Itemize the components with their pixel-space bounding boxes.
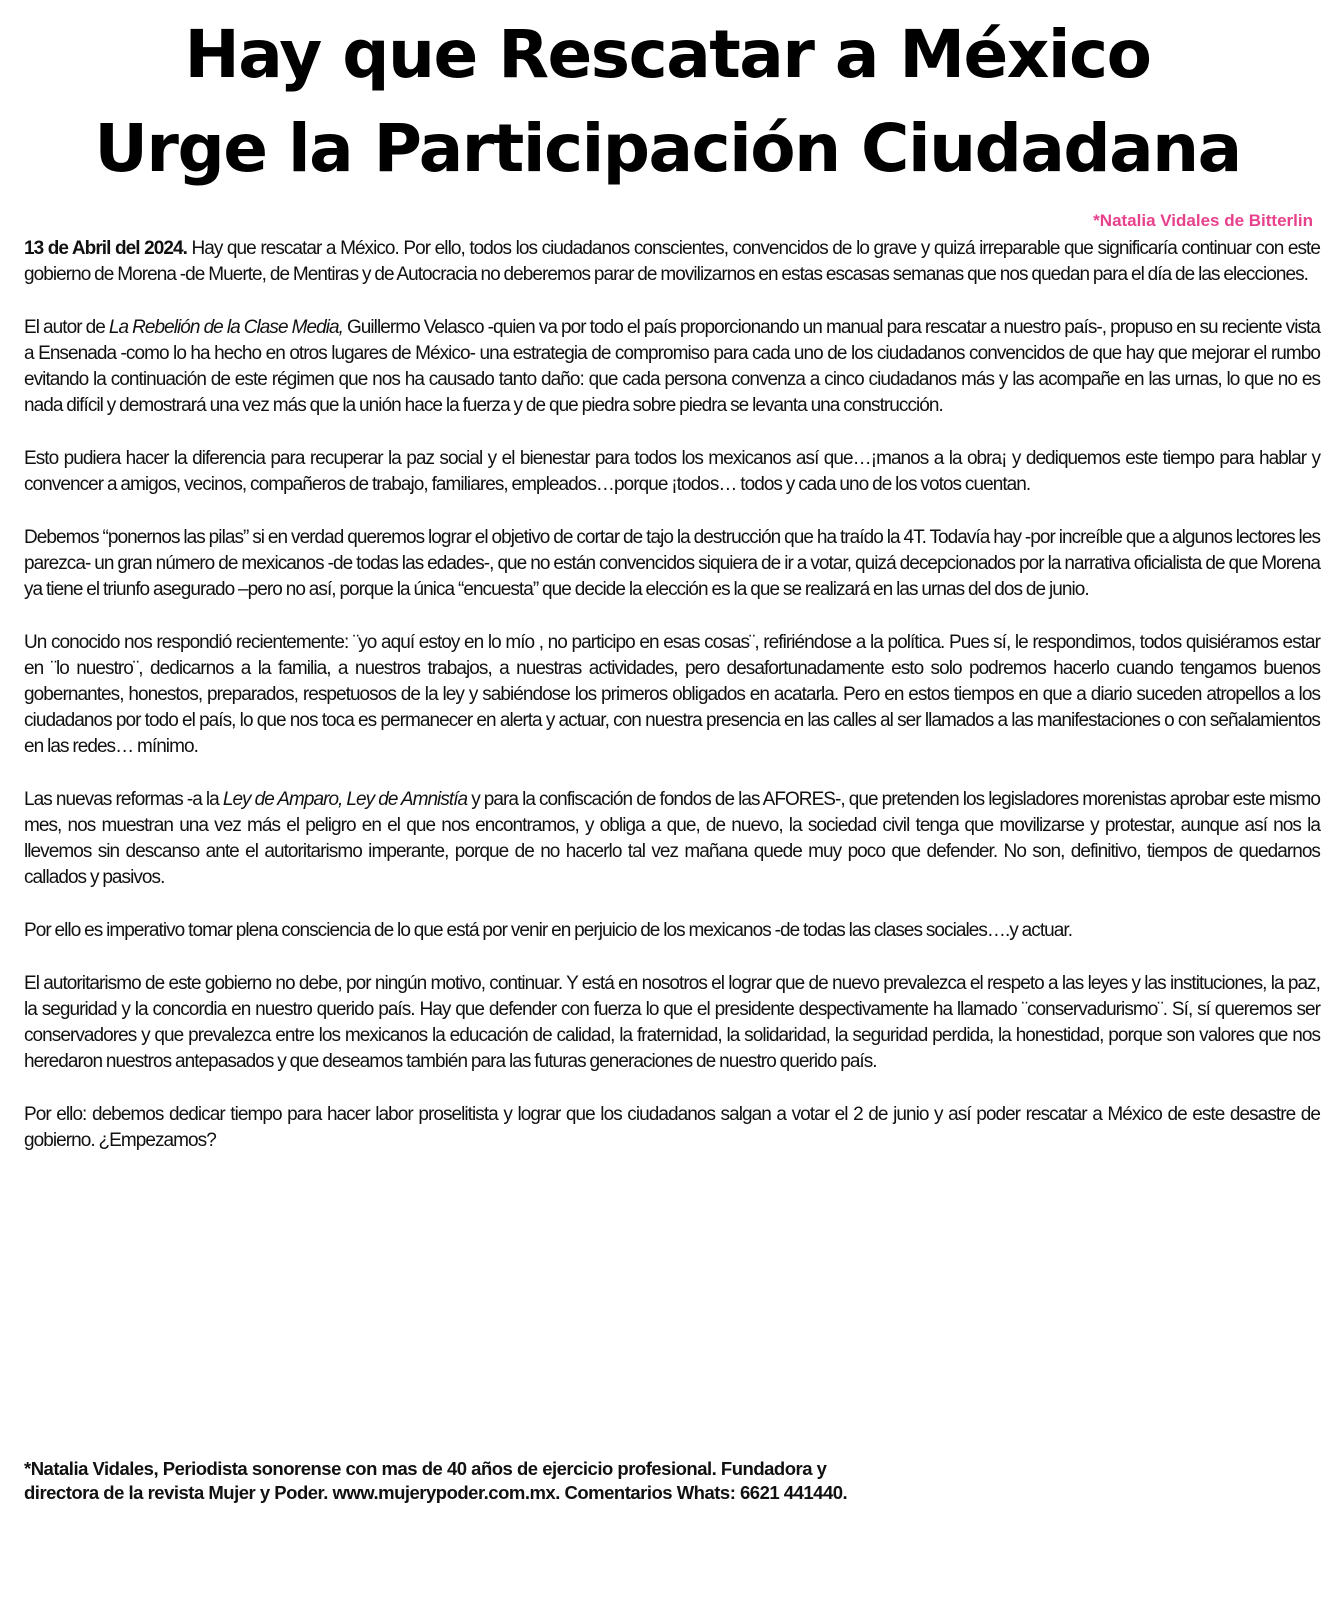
paragraph-2 bbox=[24, 315, 1320, 419]
dateline: 13 de Abril del 2024. bbox=[24, 238, 187, 259]
paragraph-7: Por ello es imperativo tomar plena consciencia de lo que está por venir en perjuicio de los mexicanos -de todas las clases sociales….y actuar. bbox=[24, 920, 1073, 941]
headline-line-2: Urge la Participación Ciudadana bbox=[94, 110, 1241, 187]
paragraph-3: Esto pudiera hacer la diferencia para recuperar la paz social y el bienestar para todos los mexicanos así que…¡manos a la obra¡ y dediquemos este tiempo para hablar y convencer a amigos, vecinos, compañeros de trabajo, familiares, empleados…porque ¡todos… todos y cada uno de los votos cuentan. bbox=[24, 448, 1320, 495]
paragraph-8: El autoritarismo de este gobierno no debe, por ningún motivo, continuar. Y está en nosotros el lograr que de nuevo prevalezca el respeto a las leyes y las instituciones, la paz, la seguridad y la concordia en nuestro querido país. Hay que defender con fuerza lo que el presidente despectivamente ha llamado ¨conservadurismo¨. Sí, sí queremos ser conservadores y que prevalezca entre los mexicanos la educación de calidad, la fraternidad, la solidaridad, la seguridad perdida, la honestidad, porque son valores que nos heredaron nuestros antepasados y que deseamos también para las futuras generaciones de nuestro querido país. bbox=[24, 973, 1320, 1072]
author-byline: *Natalia Vidales de Bitterlin bbox=[1093, 211, 1313, 230]
author-bio-line-2: directora de la revista Mujer y Poder. www.mujerypoder.com.mx. Comentarios Whats: 6621 441440. bbox=[24, 1482, 848, 1503]
paragraph-4: Debemos “ponernos las pilas” si en verdad queremos lograr el objetivo de cortar de tajo la destrucción que ha traído la 4T. Todavía hay -por increíble que a algunos lectores les parezca- un gran número de mexicanos -de todas las edades-, que no están convencidos siquiera de ir a votar, quizá decepcionados por la narrativa oficialista de que Morena ya tiene el triunfo asegurado –pero no así, porque la única “encuesta” que decide la elección es la que se realizará en las urnas del dos de junio. bbox=[24, 527, 1320, 600]
paragraph-1-text: Hay que rescatar a México. Por ello, todos los ciudadanos conscientes, convencidos de lo grave y quizá irreparable que significaría continuar con este gobierno de Morena -de Muerte, de Mentiras y de Autocracia no deberemos parar de movilizarnos en estas escasas semanas que nos quedan para el día de las elecciones. bbox=[24, 238, 1320, 285]
author-bio bbox=[24, 1457, 1224, 1505]
headline-line-1: Hay que Rescatar a México bbox=[184, 16, 1151, 93]
article-body bbox=[24, 236, 1320, 1181]
paragraph-2-lead: El autor de bbox=[24, 317, 109, 338]
law-names: Ley de Amparo, Ley de Amnistía bbox=[222, 789, 468, 810]
paragraph-5: Un conocido nos respondió recientemente: ¨yo aquí estoy en lo mío , no participo en esas cosas¨, refiriéndose a la política. Pues sí, le respondimos, todos quisiéramos estar en ¨lo nuestro¨, dedicarnos a la familia, a nuestros trabajos, a nuestras actividades, pero desafortunadamente esto solo podremos hacerlo cuando tengamos buenos gobernantes, honestos, preparados, respetuosos de la ley y sabiéndose los primeros obligados en acatarla. Pero en estos tiempos en que a diario suceden atropellos a los ciudadanos por todo el país, lo que nos toca es permanecer en alerta y actuar, con nuestra presencia en las calles al ser llamados a las manifestaciones o con señalamientos en las redes… mínimo. bbox=[24, 632, 1320, 757]
book-title: La Rebelión de la Clase Media, bbox=[108, 317, 343, 338]
paragraph-6-lead: Las nuevas reformas -a la bbox=[24, 789, 223, 810]
headline bbox=[0, 8, 1335, 196]
paragraph-2-text: Guillermo Velasco -quien va por todo el país proporcionando un manual para rescatar a nuestro país-, propuso en su reciente vista a Ensenada -como lo ha hecho en otros lugares de México- una estrategia de compromiso para cada uno de los ciudadanos convencidos de que hay que mejorar el rumbo evitando la continuación de este régimen que nos ha causado tanto daño: que cada persona convenza a cinco ciudadanos más y las acompañe en las urnas, lo que no es nada difícil y demostrará una vez más que la unión hace la fuerza y de que piedra sobre piedra se levanta una construcción. bbox=[24, 317, 1320, 416]
paragraph-6-text: y para la confiscación de fondos de las AFORES-, que pretenden los legisladores morenistas aprobar este mismo mes, nos muestran una vez más el peligro en el que nos encontramos, y obliga a que, de nuevo, la sociedad civil tenga que movilizarse y protestar, aunque así nos la llevemos sin descanso ante el autoritarismo imperante, porque de no hacerlo tal vez mañana quede muy poco que defender. No son, definitivo, tiempos de quedarnos callados y pasivos. bbox=[24, 789, 1320, 888]
paragraph-9: Por ello: debemos dedicar tiempo para hacer labor proselitista y lograr que los ciudadanos salgan a votar el 2 de junio y así poder rescatar a México de este desastre de gobierno. ¿Empezamos? bbox=[24, 1104, 1320, 1151]
author-bio-line-1: *Natalia Vidales, Periodista sonorense con mas de 40 años de ejercicio profesional. Fundadora y bbox=[24, 1458, 827, 1479]
paragraph-1 bbox=[24, 236, 1320, 288]
paragraph-6 bbox=[24, 787, 1320, 891]
